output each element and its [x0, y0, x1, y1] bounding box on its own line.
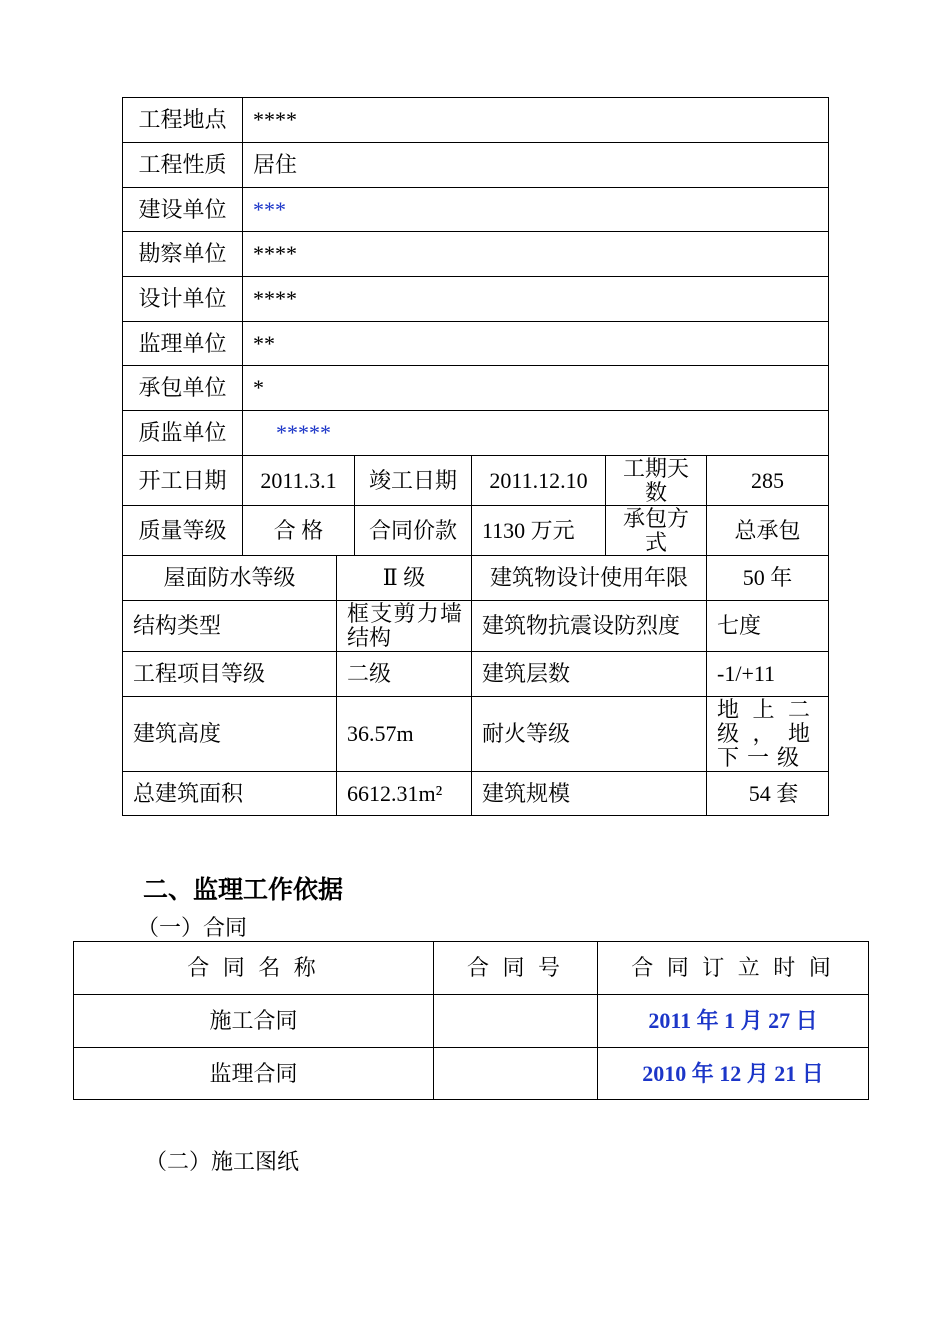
project-grade-value: 二级	[337, 652, 472, 697]
project-info-table	[122, 97, 829, 816]
fire-resistance-grade-value: 地上二级，地下一级	[707, 697, 829, 772]
contract-mode-label-text: 承包方式	[622, 505, 689, 555]
table-row	[123, 556, 829, 601]
owner-unit-label: 建设单位	[123, 188, 243, 232]
section-heading: 二、监理工作依据	[143, 877, 344, 904]
subsection-contracts-title: （一）合同	[137, 915, 248, 940]
table-row	[74, 1048, 869, 1100]
design-unit-label: 设计单位	[123, 277, 243, 322]
contract-date-header: 合 同 订 立 时 间	[598, 942, 869, 995]
project-location-label: 工程地点	[123, 98, 243, 143]
table-row	[123, 506, 829, 556]
duration-days-value: 285	[707, 456, 829, 506]
contract-date-cell: 2010 年 12 月 21 日	[598, 1048, 869, 1100]
total-floor-area-label: 总建筑面积	[123, 772, 337, 816]
contractor-unit-label: 承包单位	[123, 366, 243, 411]
duration-days-label-text: 工期天数	[622, 455, 689, 505]
table-row	[123, 232, 829, 277]
table-row	[123, 322, 829, 366]
project-grade-label: 工程项目等级	[123, 652, 337, 697]
completion-date-value: 2011.12.10	[472, 456, 606, 506]
roof-waterproof-grade-value: Ⅱ 级	[337, 556, 472, 601]
fire-resistance-grade-label: 耐火等级	[472, 697, 707, 772]
table-row	[123, 456, 829, 506]
quality-supervision-unit-label: 质监单位	[123, 411, 243, 456]
owner-unit-value: ***	[243, 188, 829, 232]
total-floor-area-value: 6612.31m²	[337, 772, 472, 816]
table-row	[123, 188, 829, 232]
design-service-life-label: 建筑物设计使用年限	[472, 556, 707, 601]
table-row	[123, 98, 829, 143]
building-floors-value: -1/+11	[707, 652, 829, 697]
table-row	[123, 277, 829, 322]
roof-waterproof-grade-label: 屋面防水等级	[123, 556, 337, 601]
table-row	[123, 411, 829, 456]
subsection-drawings-title: （二）施工图纸	[145, 1149, 300, 1174]
contract-date-cell: 2011 年 1 月 27 日	[598, 995, 869, 1048]
table-row	[123, 652, 829, 697]
table-row	[74, 995, 869, 1048]
building-scale-value: 54 套	[707, 772, 829, 816]
project-nature-value: 居住	[243, 143, 829, 188]
contracts-table	[73, 941, 869, 1100]
completion-date-label: 竣工日期	[355, 456, 472, 506]
contract-mode-value: 总承包	[707, 506, 829, 556]
project-location-value: ****	[243, 98, 829, 143]
structure-type-value: 框支剪力墙结构	[337, 601, 472, 652]
table-row	[123, 143, 829, 188]
table-row	[123, 697, 829, 772]
seismic-intensity-value: 七度	[707, 601, 829, 652]
contract-name-cell: 监理合同	[74, 1048, 434, 1100]
table-row	[123, 601, 829, 652]
structure-type-label: 结构类型	[123, 601, 337, 652]
contract-number-cell	[434, 995, 598, 1048]
design-unit-value: ****	[243, 277, 829, 322]
start-date-label: 开工日期	[123, 456, 243, 506]
contract-price-value: 1130 万元	[472, 506, 606, 556]
quality-grade-value: 合 格	[243, 506, 355, 556]
table-row	[123, 366, 829, 411]
table-row	[123, 772, 829, 816]
supervision-unit-value: **	[243, 322, 829, 366]
table-header-row	[74, 942, 869, 995]
quality-grade-label: 质量等级	[123, 506, 243, 556]
contract-number-header: 合 同 号	[434, 942, 598, 995]
seismic-intensity-label: 建筑物抗震设防烈度	[472, 601, 707, 652]
project-nature-label: 工程性质	[123, 143, 243, 188]
start-date-value: 2011.3.1	[243, 456, 355, 506]
building-scale-label: 建筑规模	[472, 772, 707, 816]
survey-unit-label: 勘察单位	[123, 232, 243, 277]
contract-number-cell	[434, 1048, 598, 1100]
survey-unit-value: ****	[243, 232, 829, 277]
contract-mode-label	[606, 506, 707, 556]
duration-days-label	[606, 456, 707, 506]
contract-name-cell: 施工合同	[74, 995, 434, 1048]
quality-supervision-unit-value: *****	[243, 411, 829, 456]
design-service-life-value: 50 年	[707, 556, 829, 601]
building-height-label: 建筑高度	[123, 697, 337, 772]
contract-price-label: 合同价款	[355, 506, 472, 556]
contract-name-header: 合 同 名 称	[74, 942, 434, 995]
building-floors-label: 建筑层数	[472, 652, 707, 697]
building-height-value: 36.57m	[337, 697, 472, 772]
supervision-unit-label: 监理单位	[123, 322, 243, 366]
contractor-unit-value: *	[243, 366, 829, 411]
